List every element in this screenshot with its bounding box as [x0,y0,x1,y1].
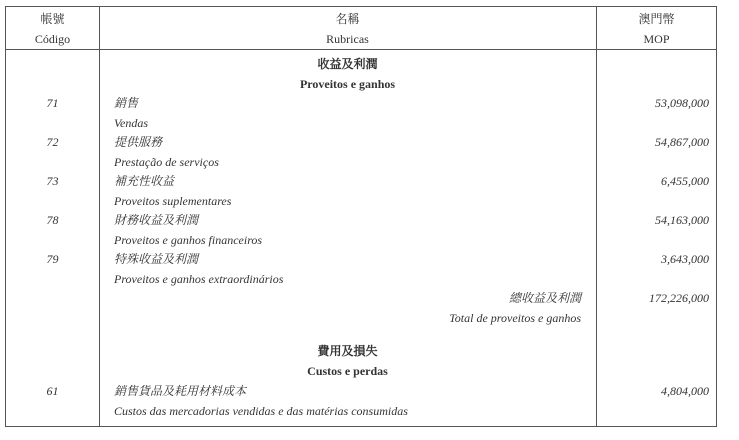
section-costs-title-zh: 費用及損失 [317,344,378,358]
row-amount: 54,163,000 [655,213,709,227]
row-code: 73 [46,174,59,188]
accounts-table [5,6,717,427]
row-amount: 54,867,000 [655,135,709,149]
row-name-pt: Vendas [114,116,148,130]
row-name-zh: 特殊收益及利潤 [114,252,199,266]
row-name-pt: Prestação de serviços [114,155,219,169]
section-income-title-zh: 收益及利潤 [317,57,378,71]
header-currency-zh: 澳門幣 [638,12,675,26]
row-name-zh: 補充性收益 [114,174,175,188]
row-name-zh: 提供服務 [114,135,163,149]
section-income-title-pt: Proveitos e ganhos [299,77,396,91]
header-code-pt: Código [34,32,71,46]
header-divider [6,49,716,50]
row-amount: 4,804,000 [661,384,709,398]
row-name-zh: 財務收益及利潤 [114,213,199,227]
header-rubric-zh: 名稱 [335,12,360,26]
row-name-pt: Proveitos e ganhos financeiros [114,233,263,247]
section-costs-title-pt: Custos e perdas [307,364,388,378]
row-name-pt: Custos das mercadorias vendidas e das matérias consumidas [114,404,408,418]
row-name-pt: Proveitos e ganhos extraordinários [114,272,284,286]
row-name-pt: Proveitos suplementares [114,194,232,208]
header-currency-pt: MOP [643,32,670,46]
row-code: 78 [46,213,59,227]
row-amount: 53,098,000 [655,96,709,110]
total-label-zh: 總收益及利潤 [508,291,581,305]
row-name-zh: 銷售 [114,96,139,110]
row-code: 61 [46,384,59,398]
row-code: 79 [46,252,59,266]
row-amount: 3,643,000 [661,252,709,266]
row-amount: 6,455,000 [661,174,709,188]
row-code: 71 [46,96,59,110]
total-amount: 172,226,000 [649,291,709,305]
row-name-zh: 銷售貨品及耗用材料成本 [114,384,247,398]
header-code-zh: 帳號 [40,12,65,26]
row-code: 72 [46,135,59,149]
header-rubric-pt: Rubricas [326,32,369,46]
total-label-pt: Total de proveitos e ganhos [449,311,581,325]
